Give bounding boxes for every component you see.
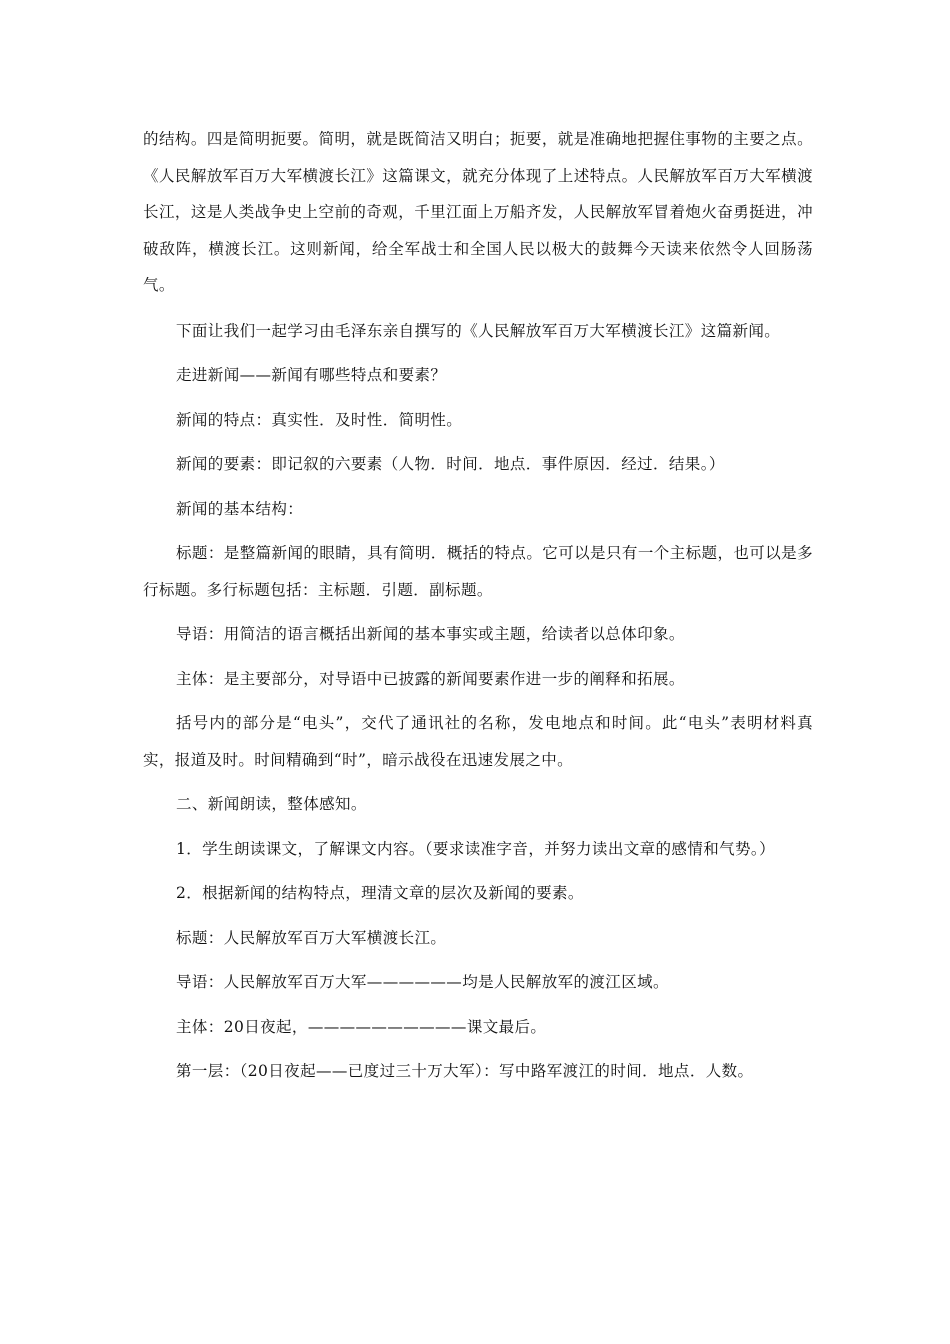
paragraph-step-one: 1．学生朗读课文，了解课文内容。（要求读准字音，并努力读出文章的感情和气势。） bbox=[176, 839, 775, 858]
paragraph-section-two-heading: 二、新闻朗读，整体感知。 bbox=[176, 795, 367, 813]
paragraph-lead-definition: 导语：用简洁的语言概括出新闻的基本事实或主题，给读者以总体印象。 bbox=[176, 625, 685, 643]
paragraph-lesson-intro: 下面让我们一起学习由毛泽东亲自撰写的《人民解放军百万大军横渡长江》这篇新闻。 bbox=[176, 321, 781, 340]
paragraph-body-example: 主体：20日夜起，——————————课文最后。 bbox=[176, 1017, 547, 1036]
paragraph-body-definition: 主体：是主要部分，对导语中已披露的新闻要素作进一步的阐释和拓展。 bbox=[176, 669, 685, 688]
paragraph-news-elements: 新闻的要素：即记叙的六要素（人物．时间．地点．事件原因．经过．结果。） bbox=[176, 455, 725, 473]
paragraph-news-structure: 新闻的基本结构： bbox=[176, 499, 304, 518]
paragraph-first-layer: 第一层：（20日夜起——已度过三十万大军）：写中路军渡江的时间．地点．人数。 bbox=[176, 1062, 754, 1080]
paragraph-news-question: 走进新闻——新闻有哪些特点和要素？ bbox=[176, 366, 447, 384]
document-body bbox=[143, 121, 813, 1090]
paragraph-dateline-explanation: 括号内的部分是“电头”，交代了通讯社的名称，发电地点和时间。此“电头”表明材料真实，报道及时。时间精确到“时”，暗示战役在迅速发展之中。 bbox=[143, 714, 813, 769]
paragraph-headline-example: 标题：人民解放军百万大军横渡长江。 bbox=[176, 928, 447, 947]
paragraph-headline-definition: 标题：是整篇新闻的眼睛，具有简明．概括的特点。它可以是只有一个主标题，也可以是多行标题。多行标题包括：主标题．引题．副标题。 bbox=[143, 544, 813, 599]
paragraph-intro-continuation: 的结构。四是简明扼要。简明，就是既简洁又明白；扼要，就是准确地把握住事物的主要之点。《人民解放军百万大军横渡长江》这篇课文，就充分体现了上述特点。人民解放军百万大军横渡长江，这是人类战争史上空前的奇观，千里江面上万船齐发，人民解放军冒着炮火奋勇挺进，冲破敌阵，横渡长江。这则新闻，给全军战士和全国人民以极大的鼓舞今天读来依然令人回肠荡气。 bbox=[143, 130, 813, 294]
paragraph-step-two: 2．根据新闻的结构特点，理清文章的层次及新闻的要素。 bbox=[176, 884, 584, 902]
paragraph-news-features: 新闻的特点：真实性．及时性．简明性。 bbox=[176, 410, 463, 429]
paragraph-lead-example: 导语：人民解放军百万大军——————均是人民解放军的渡江区域。 bbox=[176, 973, 669, 991]
